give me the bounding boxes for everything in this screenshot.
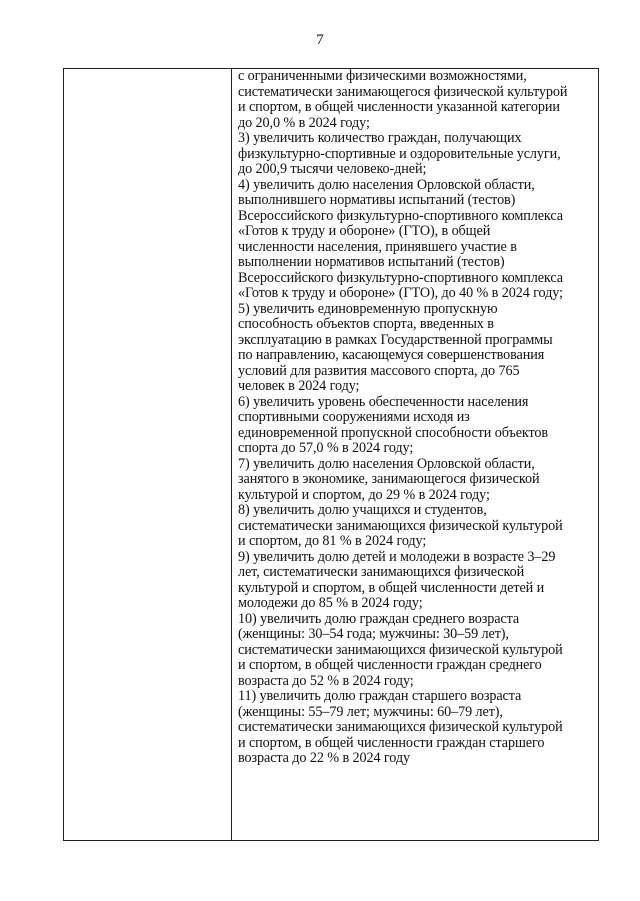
text-line: молодежи до 85 % в 2024 году; bbox=[238, 595, 423, 611]
text-line: культурой и спортом, в общей численности детей и bbox=[238, 579, 545, 596]
table-left-cell bbox=[64, 69, 232, 840]
page-number: 7 bbox=[316, 32, 324, 48]
text-line: спорта до 57,0 % в 2024 году; bbox=[238, 440, 414, 456]
text-line: систематически занимающихся физической культурой bbox=[238, 719, 563, 735]
text-line: занятого в экономике, занимающегося физической bbox=[238, 471, 540, 487]
text-line: и спортом, в общей численности граждан среднего bbox=[238, 657, 542, 673]
text-line: выполнившего нормативы испытаний (тестов) bbox=[238, 192, 516, 208]
text-line: по направлению, касающемуся совершенствования bbox=[238, 347, 545, 363]
text-line: до 20,0 % в 2024 году; bbox=[238, 114, 370, 131]
text-line: (женщины: 30–54 года; мужчины: 30–59 лет), bbox=[238, 626, 509, 642]
text-line: лет, систематически занимающихся физической bbox=[238, 564, 525, 580]
text-line: выполнении нормативов испытаний (тестов) bbox=[238, 254, 505, 270]
text-line: численности населения, принявшего участие в bbox=[238, 238, 517, 255]
text-line: «Готов к труду и обороне» (ГТО), до 40 % в 2024 году; bbox=[238, 285, 563, 301]
text-line: и спортом, до 81 % в 2024 году; bbox=[238, 533, 427, 549]
text-line: 6) увеличить уровень обеспеченности населения bbox=[238, 393, 529, 410]
text-line: физкультурно-спортивные и оздоровительные услуги, bbox=[238, 145, 561, 162]
text-line: и спортом, в общей численности указанной категории bbox=[238, 99, 560, 115]
text-line: возраста до 52 % в 2024 году; bbox=[238, 672, 414, 689]
text-line: 8) увеличить долю учащихся и студентов, bbox=[238, 502, 487, 518]
text-line: систематически занимающихся физической культурой bbox=[238, 517, 563, 534]
text-line: эксплуатацию в рамках Государственной программы bbox=[238, 331, 553, 348]
text-line: условий для развития массового спорта, до 765 bbox=[238, 362, 520, 379]
text-line: 7) увеличить долю населения Орловской области, bbox=[238, 455, 535, 472]
text-line: человек в 2024 году; bbox=[238, 378, 360, 394]
text-line: 3) увеличить количество граждан, получающих bbox=[238, 130, 522, 146]
text-line: 5) увеличить единовременную пропускную bbox=[238, 300, 498, 317]
text-line: способность объектов спорта, введенных в bbox=[238, 316, 494, 332]
text-line: систематически занимающегося физической культурой bbox=[238, 83, 568, 100]
text-line: «Готов к труду и обороне» (ГТО), в общей bbox=[238, 223, 491, 239]
table-right-cell bbox=[232, 69, 598, 840]
text-line: единовременной пропускной способности объектов bbox=[238, 424, 548, 441]
text-line: спортивными сооружениями исходя из bbox=[238, 409, 470, 425]
text-line: Всероссийского физкультурно-спортивного комплекса bbox=[238, 207, 563, 224]
text-line: 4) увеличить долю населения Орловской области, bbox=[238, 176, 535, 193]
text-line: культурой и спортом, до 29 % в 2024 году; bbox=[238, 486, 490, 503]
text-line: возраста до 22 % в 2024 году bbox=[238, 750, 410, 766]
text-line: с ограниченными физическими возможностями, bbox=[238, 68, 527, 84]
text-line: систематически занимающихся физической культурой bbox=[238, 641, 563, 658]
text-line: (женщины: 55–79 лет; мужчины: 60–79 лет), bbox=[238, 703, 503, 720]
text-line: 9) увеличить долю детей и молодежи в возрасте 3–29 bbox=[238, 548, 556, 565]
text-line: и спортом, в общей численности граждан старшего bbox=[238, 734, 545, 751]
text-line: Всероссийского физкультурно-спортивного комплекса bbox=[238, 269, 563, 286]
text-line: 10) увеличить долю граждан среднего возраста bbox=[238, 610, 520, 627]
text-line: до 200,9 тысячи человеко-дней; bbox=[238, 161, 427, 177]
document-table bbox=[63, 68, 599, 841]
text-line: 11) увеличить долю граждан старшего возраста bbox=[238, 688, 522, 704]
